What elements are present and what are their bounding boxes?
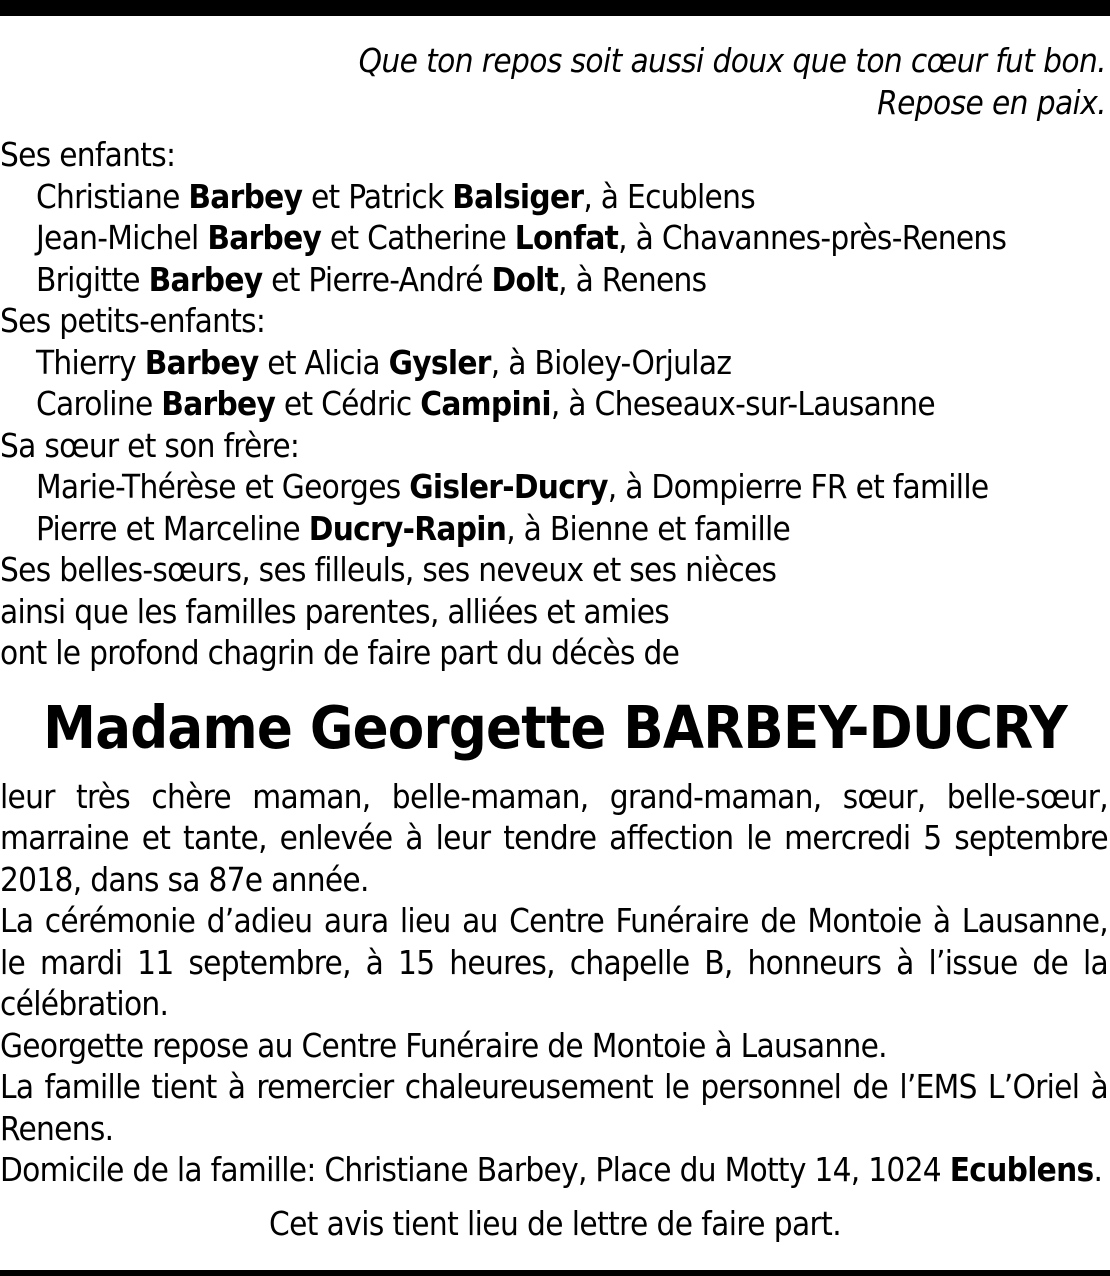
announcement-line-3: ont le profond chagrin de faire part du décès de bbox=[0, 633, 680, 672]
partner-surname: Campini bbox=[420, 384, 551, 423]
surname: Barbey bbox=[207, 218, 322, 257]
bottom-rule bbox=[0, 1270, 1110, 1276]
place: , à Cheseaux-sur-Lausanne bbox=[550, 384, 935, 423]
domicile-city: Ecublens bbox=[949, 1150, 1094, 1189]
spouse-surname: Dolt bbox=[491, 259, 559, 299]
first-names: Pierre et Marceline bbox=[36, 508, 309, 548]
place: , à Bienne et famille bbox=[506, 508, 791, 548]
surname: Ducry-Rapin bbox=[308, 508, 507, 548]
surname: Barbey bbox=[148, 259, 263, 299]
family-list bbox=[0, 134, 1110, 674]
domicile-period: . bbox=[1093, 1150, 1103, 1189]
epigraph-line-1: Que ton repos soit aussi doux que ton cœur fut bon. bbox=[358, 41, 1106, 80]
surname: Gisler-Ducry bbox=[409, 467, 608, 506]
surname: Barbey bbox=[188, 176, 303, 216]
place: , à Chavannes-près-Renens bbox=[618, 218, 1007, 257]
body-paragraph-4: La famille tient à remercier chaleureusement le personnel de l’EMS L’Oriel à Renens. bbox=[0, 1067, 1108, 1148]
child-entry bbox=[0, 259, 1110, 301]
spouse-name: et Pierre-André bbox=[262, 259, 492, 299]
spouse-name: et Patrick bbox=[302, 176, 453, 216]
child-entry bbox=[0, 217, 1110, 259]
sibling-entry bbox=[0, 466, 1110, 508]
first-name: Thierry bbox=[36, 342, 145, 382]
first-name: Caroline bbox=[36, 384, 162, 423]
epigraph bbox=[0, 40, 1110, 124]
sibling-entry bbox=[0, 508, 1110, 550]
first-name: Jean-Michel bbox=[36, 218, 208, 257]
epigraph-line-2: Repose en paix. bbox=[877, 83, 1106, 122]
place: , à Ecublens bbox=[583, 176, 755, 216]
partner-name: et Alicia bbox=[258, 342, 389, 382]
grandchild-entry bbox=[0, 383, 1110, 425]
grandchild-entry bbox=[0, 342, 1110, 384]
obituary-notice bbox=[0, 40, 1110, 1244]
place: , à Dompierre FR et famille bbox=[607, 467, 989, 506]
spouse-surname: Lonfat bbox=[514, 218, 619, 257]
domicile-line bbox=[0, 1149, 1108, 1191]
body-paragraph-1: leur très chère maman, belle-maman, grand-maman, sœur, belle-sœur, marraine et tante, enlevée à leur tendre affection le mercredi 5 septembre 2018, dans sa 87e année. bbox=[0, 776, 1108, 899]
surname: Barbey bbox=[144, 342, 259, 382]
closing-note: Cet avis tient lieu de lettre de faire part. bbox=[268, 1203, 842, 1243]
partner-surname: Gysler bbox=[388, 342, 491, 382]
announcement-line-2: ainsi que les familles parentes, alliées et amies bbox=[0, 591, 670, 631]
grandchildren-heading: Ses petits-enfants: bbox=[0, 301, 266, 340]
domicile-address: Domicile de la famille: Christiane Barbey, Place du Motty 14, 1024 bbox=[0, 1150, 950, 1189]
first-name: Christiane bbox=[36, 176, 189, 216]
child-entry bbox=[0, 176, 1110, 218]
children-heading: Ses enfants: bbox=[0, 135, 176, 174]
body-paragraph-2: La cérémonie d’adieu aura lieu au Centre Funéraire de Montoie à Lausanne, le mardi 11 septembre, à 15 heures, chapelle B, honneurs à l’issue de la célébration. bbox=[0, 901, 1108, 1023]
top-rule bbox=[0, 0, 1110, 16]
first-names: Marie-Thérèse et Georges bbox=[36, 467, 410, 506]
deceased-name: Madame Georgette BARBEY-DUCRY bbox=[43, 692, 1067, 762]
place: , à Bioley-Orjulaz bbox=[490, 342, 732, 382]
announcement-line-1: Ses belles-sœurs, ses filleuls, ses neveux et ses nièces bbox=[0, 550, 777, 589]
surname: Barbey bbox=[161, 384, 276, 423]
place: , à Renens bbox=[558, 259, 707, 299]
partner-name: et Cédric bbox=[275, 384, 421, 423]
body-paragraph-3: Georgette repose au Centre Funéraire de Montoie à Lausanne. bbox=[0, 1025, 887, 1065]
spouse-surname: Balsiger bbox=[452, 176, 584, 216]
siblings-heading: Sa sœur et son frère: bbox=[0, 425, 300, 465]
spouse-name: et Catherine bbox=[321, 218, 515, 257]
first-name: Brigitte bbox=[36, 259, 149, 299]
